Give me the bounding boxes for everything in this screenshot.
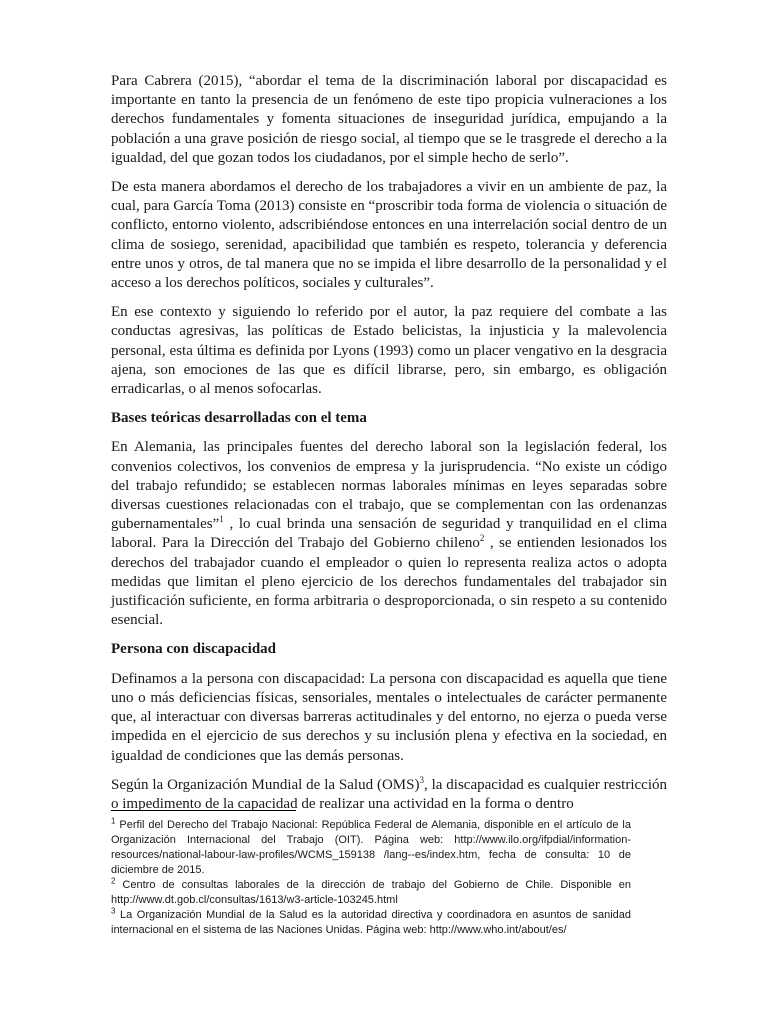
paragraph-oms-text-1: Según la Organización Mundial de la Salud (OMS) xyxy=(111,776,420,793)
footnote-mark-3: 3 xyxy=(111,906,116,916)
footnote-mark-2: 2 xyxy=(111,876,116,886)
heading-bases-teoricas: Bases teóricas desarrolladas con el tema xyxy=(111,410,367,427)
footnote-separator xyxy=(111,810,296,811)
footnotes xyxy=(111,818,631,938)
document-body xyxy=(111,72,667,824)
footnote-3-text: La Organización Mundial de la Salud es la autoridad directiva y coordinadora en asuntos de sanidad internacional en el sistema de las Naciones Unidas. Página web: http://www.who.int/about/es/ xyxy=(111,909,631,936)
paragraph-alemania xyxy=(111,438,667,630)
paragraph-lyons: En ese contexto y siguiendo lo referido por el autor, la paz requiere del combate a las conductas agresivas, las políticas de Estado belicistas, la injusticia y la malevolencia personal, esta última es definida por Lyons (1993) como un placer vengativo en la desgracia ajena, son emociones de las que es difícil librarse, pero, sin embargo, es obligación erradicarlas, o al menos sofocarlas. xyxy=(111,304,667,398)
footnote-3 xyxy=(111,908,631,938)
footnote-ref-2[interactable]: 2 xyxy=(479,533,485,544)
footnote-ref-3[interactable]: 3 xyxy=(419,774,424,785)
footnote-1 xyxy=(111,818,631,878)
paragraph-cabrera: Para Cabrera (2015), “abordar el tema de la discriminación laboral por discapacidad es importante en tanto la presencia de un fenómeno de este tipo propicia vulneraciones a los derechos fundamentales y fomenta situaciones de inseguridad jurídica, empujando a la población a una grave posición de riesgo social, al tiempo que se le trasgrede el derecho a la igualdad, del que gozan todos los ciudadanos, por el simple hecho de serlo”. xyxy=(111,73,667,166)
footnote-2 xyxy=(111,878,631,908)
paragraph-alemania-text-3: , se entienden lesionados los derechos del trabajador cuando el empleador o quien lo representa realiza actos o adopta medidas que limitan el pleno ejercicio de los derechos fundamentales del trabajador sin justificación suficiente, en forma arbitraria o desproporcionada, o sin respeto a su contenido esencial. xyxy=(111,535,667,629)
paragraph-oms xyxy=(111,776,667,814)
footnote-mark-1: 1 xyxy=(111,816,116,826)
footnote-2-text: Centro de consultas laborales de la dirección de trabajo del Gobierno de Chile. Disponible en http://www.dt.gob.cl/consultas/1613/w3-article-103245.html xyxy=(111,879,631,906)
paragraph-oms-text-2: , la discapacidad es cualquier restricción o impedimento de la capacidad de realizar una actividad en la forma o dentro xyxy=(111,776,667,812)
paragraph-alemania-text-1: En Alemania, las principales fuentes del derecho laboral son la legislación federal, los convenios colectivos, los convenios de empresa y la jurisprudencia. “No existe un código del trabajo refundido; se establecen normas laborales mínimas en leyes separadas sobre diversas cuestiones relacionadas con el trabajo, que se complementan con las ordenanzas gubernamentales” xyxy=(111,439,667,533)
paragraph-garcia-toma: De esta manera abordamos el derecho de los trabajadores a vivir en un ambiente de paz, la cual, para García Toma (2013) consiste en “proscribir toda forma de violencia o situación de conflicto, entorno violento, adscribiéndose entonces en una interrelación social dentro de un clima de sosiego, serenidad, apacibilidad que también es respeto, tolerancia y deferencia entre unos y otros, de tal manera que no se impida el libre desarrollo de la personalidad y el acceso a los derechos políticos, sociales y culturales”. xyxy=(111,179,667,292)
footnote-ref-1[interactable]: 1 xyxy=(219,514,224,525)
footnote-1-text: Perfil del Derecho del Trabajo Nacional: República Federal de Alemania, disponible en el artículo de la Organización Internacional del Trabajo (OIT). Página web: http://www.ilo.org/ifpdial/information-resources/national-labour-law-profiles/WCMS_159138 /lang--es/index.htm, fecha de consulta: 10 de diciembre de 2015. xyxy=(111,819,631,876)
paragraph-definicion: Definamos a la persona con discapacidad: La persona con discapacidad es aquella que tiene uno o más deficiencias físicas, sensoriales, mentales o intelectuales de carácter permanente que, al interactuar con diversas barreras actitudinales y del entorno, no ejerza o pueda verse impedida en el ejercicio de sus derechos y su inclusión plena y efectiva en la sociedad, en igualdad de condiciones que las demás personas. xyxy=(111,670,667,764)
heading-persona-discapacidad: Persona con discapacidad xyxy=(111,641,277,658)
paragraph-alemania-text-2: , lo cual brinda una sensación de seguridad y tranquilidad en el clima laboral. Para la Dirección del Trabajo del Gobierno chileno xyxy=(111,516,667,552)
